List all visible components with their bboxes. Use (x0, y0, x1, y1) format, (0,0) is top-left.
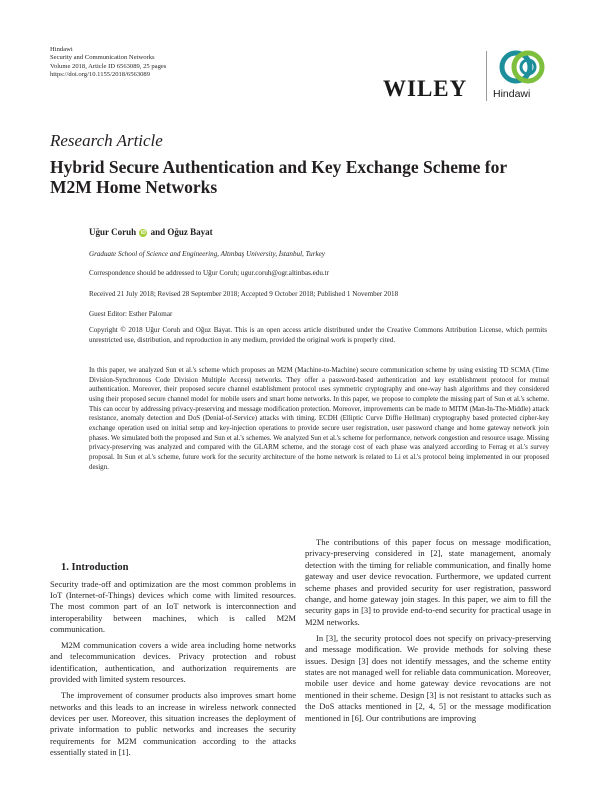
paragraph: M2M communication covers a wide area including home networks and telecommunication devices. Privacy protection and robust identification, authentication, and authorization requirements are provided with limited system resources. (50, 640, 296, 685)
left-column (50, 561, 296, 763)
guest-editor: Guest Editor: Esther Palomar (89, 310, 173, 318)
right-column (305, 537, 551, 729)
paragraph: Security trade-off and optimization are the most common problems in IoT (Internet-of-Things) devices which come with limited resources. The most common part of an IoT network is interconnection and interoperability between machines, which is called M2M communication. (50, 578, 296, 635)
journal-volume: Volume 2018, Article ID 6563089, 25 pages (50, 62, 167, 70)
author-name[interactable]: and Oğuz Bayat (150, 227, 213, 237)
author-list (89, 227, 213, 237)
correspondence: Correspondence should be addressed to Uğur Coruh; ugur.coruh@ogr.altinbas.edu.tr (89, 269, 329, 277)
paragraph: In [3], the security protocol does not specify on privacy-preserving and message modification. We provide methods for solving these issues. Design [3] does not identify messages, and the scheme entity states are not managed well for reliable data communication. Moreover, mobile user device and home gateway device revocations are not mentioned in their scheme. Design [3] is not resistant to attacks such as the DoS attacks mentioned in [2, 4, 5] or the message modification mentioned in [6]. Our contributions are improving (305, 632, 551, 723)
section-heading: 1. Introduction (61, 562, 129, 573)
journal-publisher: Hindawi (50, 46, 73, 53)
abstract: In this paper, we analyzed Sun et al.'s scheme which proposes an M2M (Machine-to-Machine) secure communication scheme by using existing TD SCMA (Time Division-Synchronous Code Division Multiple Access) networks. They offer a password-based authentication and key establishment protocol for mutual authentication. Moreover, their proposed secure channel establishment protocol uses symmetric cryptography and one-way hash algorithms and they considered using their proposed secure channel model for mobile users and smart home networks. In this paper, we propose to complete the missing part of Sun et al.'s scheme. This can occur by addressing privacy-preserving and message modification protection. Moreover, improvements can be made to MITM (Man-In-The-Middle) attack resistance, anomaly detection and DoS (Denial-of-Service) attacks with timing. ECDH (Elliptic Curve Diffie Hellman) cryptography based protected cipher-key exchange operation used on initial setup and key-injection operations to provide secure user registration, user password change and home gateway network join phases. We simulated both the proposed and Sun et al.'s schemes. We analyzed Sun et al.'s scheme for performance, network congestion and resource usage. Missing privacy-preserving was analyzed and compared with the GLARM scheme, and the storage cost of each phase was analyzed according to Ferrag et al.'s survey proposal. In Sun et al.'s scheme, future work for the security architecture of the home network is related to Li et al.'s protocol being implemented in our proposed design. (89, 366, 549, 471)
copyright-notice: Copyright © 2018 Uğur Coruh and Oğuz Bayat. This is an open access article distributed under the Creative Commons Attribution License, which permits unrestricted use, distribution, and reproduction in any medium, provided the original work is properly cited. (89, 326, 547, 344)
paragraph: The improvement of consumer products also improves smart home networks and this leads to an increase in wireless network connected devices per user. Moreover, this situation increases the deployment of private information to public networks and increases the security requirements for M2M communication according to the attacks essentially stated in [1]. (50, 690, 296, 758)
article-type: Research Article (50, 131, 163, 150)
wiley-logo: WILEY (383, 76, 468, 101)
article-title: Hybrid Secure Authentication and Key Exchange Scheme for M2M Home Networks (50, 157, 507, 197)
hindawi-logo-icon (497, 47, 547, 87)
journal-doi[interactable]: https://doi.org/10.1155/2018/6563089 (50, 71, 151, 79)
affiliation: Graduate School of Science and Engineering, Altınbaş University, İstanbul, Turkey (89, 250, 325, 258)
logo-divider (486, 51, 487, 101)
paragraph: The contributions of this paper focus on message modification, privacy-preserving considered in [2], state management, anomaly detection with the timing for reliable communication, and finally home gateway and user device revocation. Furthermore, we updated current scheme phases and provided security for user registration, password change, and home gateway join stages. In this paper, we aim to fill the security gaps in [3] to provide end-to-end security for practical usage in M2M networks. (305, 537, 551, 627)
orcid-icon[interactable]: iD (140, 230, 146, 236)
author-name[interactable]: Uğur Coruh (89, 227, 137, 237)
publication-dates: Received 21 July 2018; Revised 28 September 2018; Accepted 9 October 2018; Published 1 November 2018 (89, 290, 399, 298)
journal-name: Security and Communication Networks (50, 54, 155, 62)
hindawi-wordmark: Hindawi (493, 88, 531, 100)
journal-info (50, 46, 310, 80)
